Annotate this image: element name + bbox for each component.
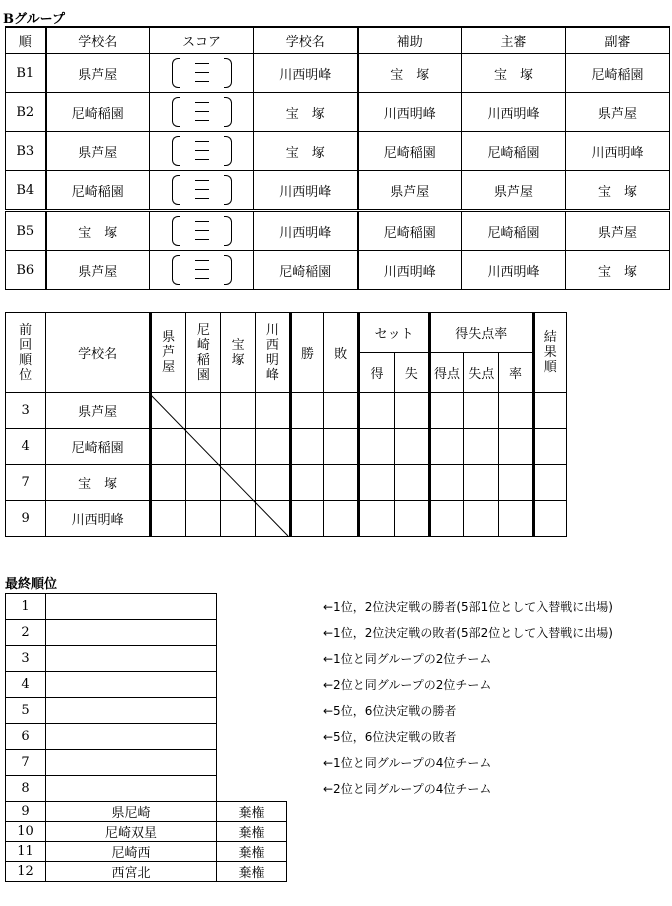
final-rank[interactable] <box>533 393 566 429</box>
rank-note: ←2位と同グループの4位チーム <box>323 782 492 796</box>
header-char: 明 <box>265 352 279 368</box>
losses[interactable] <box>324 465 359 501</box>
header-char: 園 <box>196 367 210 383</box>
points-for[interactable] <box>429 465 463 501</box>
rank-number: 2 <box>6 620 46 646</box>
league-school: 尼崎稲園 <box>46 429 151 465</box>
match-id: B4 <box>6 171 46 211</box>
rank-note: ←5位，6位決定戦の勝者 <box>323 704 457 718</box>
score-dash <box>195 230 209 231</box>
rank-team[interactable] <box>46 672 217 698</box>
rank-number: 10 <box>6 822 46 842</box>
score-brackets <box>172 215 232 247</box>
left-bracket <box>172 58 180 88</box>
rank-note: ←5位，6位決定戦の敗者 <box>323 730 457 744</box>
rank-team[interactable] <box>46 620 217 646</box>
left-bracket <box>172 97 180 127</box>
forfeit-status: 棄権 <box>217 842 287 862</box>
sets-lost[interactable] <box>394 501 429 537</box>
header-vice-referee: 副審 <box>566 27 670 54</box>
wins[interactable] <box>290 429 323 465</box>
final-rank-row <box>6 776 217 802</box>
final-rank-row <box>6 724 217 750</box>
final-ranking-title: 最終順位 <box>5 577 58 592</box>
sets-lost[interactable] <box>394 465 429 501</box>
rank-number: 8 <box>6 776 46 802</box>
final-rank-row <box>6 594 217 620</box>
aux-school: 宝 塚 <box>358 54 462 93</box>
rank-team[interactable] <box>46 776 217 802</box>
school-a: 県芦屋 <box>46 54 150 93</box>
points-for[interactable] <box>429 393 463 429</box>
forfeit-status: 棄権 <box>217 822 287 842</box>
score-dash <box>195 180 209 181</box>
match-id: B2 <box>6 93 46 132</box>
header-school-b: 学校名 <box>254 27 358 54</box>
forfeit-team: 尼崎双星 <box>46 822 217 842</box>
match-id: B5 <box>6 211 46 251</box>
forfeit-team: 県尼崎 <box>46 802 217 822</box>
vice-referee-school: 県芦屋 <box>566 93 670 132</box>
score-brackets <box>172 135 232 167</box>
rank-number: 1 <box>6 594 46 620</box>
points-for-header: 得点 <box>429 353 463 393</box>
rank-number: 11 <box>6 842 46 862</box>
final-rank-row <box>6 750 217 776</box>
score-dash <box>195 120 209 121</box>
forfeit-table <box>5 801 287 882</box>
main-referee-school: 川西明峰 <box>462 93 566 132</box>
score-cell[interactable] <box>150 251 254 290</box>
score-cell[interactable] <box>150 132 254 171</box>
header-char: 崎 <box>196 337 210 353</box>
score-dash <box>195 198 209 199</box>
set-won-header: 得 <box>359 353 394 393</box>
league-school: 県芦屋 <box>46 393 151 429</box>
school-b: 宝 塚 <box>254 132 358 171</box>
group-title: Bグループ <box>3 12 65 27</box>
header-main-referee: 主審 <box>462 27 566 54</box>
header-char: 稲 <box>196 352 210 368</box>
score-brackets <box>172 254 232 286</box>
left-bracket <box>172 216 180 246</box>
score-dash <box>195 159 209 160</box>
league-diagonal <box>149 393 289 537</box>
score-dash <box>195 111 209 112</box>
vice-referee-school: 宝 塚 <box>566 171 670 211</box>
rank-number: 6 <box>6 724 46 750</box>
header-char: 尼 <box>196 322 210 338</box>
right-bracket <box>224 175 232 205</box>
header-score: スコア <box>150 27 254 54</box>
header-char: 順 <box>543 360 557 375</box>
schedule-row <box>6 251 670 290</box>
header-aux: 補助 <box>358 27 462 54</box>
sets-won[interactable] <box>359 501 394 537</box>
score-cell[interactable] <box>150 93 254 132</box>
rate-header: 率 <box>499 353 533 393</box>
score-brackets <box>172 174 232 206</box>
score-dash <box>195 260 209 261</box>
forfeit-row <box>6 822 287 842</box>
schedule-header-row <box>6 27 670 54</box>
sets-won[interactable] <box>359 393 394 429</box>
main-referee-school: 県芦屋 <box>462 171 566 211</box>
header-order: 順 <box>6 27 46 54</box>
school-b: 宝 塚 <box>254 93 358 132</box>
score-dash <box>195 102 209 103</box>
rank-team[interactable] <box>46 698 217 724</box>
rank-number: 12 <box>6 862 46 882</box>
score-dash <box>195 269 209 270</box>
losses[interactable] <box>324 429 359 465</box>
rank-number: 7 <box>6 750 46 776</box>
points-against[interactable] <box>464 429 499 465</box>
rate[interactable] <box>499 501 533 537</box>
score-dash <box>195 72 209 73</box>
rank-team[interactable] <box>46 594 217 620</box>
schedule-row <box>6 132 670 171</box>
rank-number: 5 <box>6 698 46 724</box>
header-char: 果 <box>543 345 557 360</box>
schedule-row <box>6 211 670 251</box>
vice-referee-school: 尼崎稲園 <box>566 54 670 93</box>
right-bracket <box>224 97 232 127</box>
left-bracket <box>172 136 180 166</box>
right-bracket <box>224 255 232 285</box>
losses[interactable] <box>324 501 359 537</box>
rank-note: ←1位と同グループの4位チーム <box>323 756 492 770</box>
score-brackets <box>172 96 232 128</box>
points-against[interactable] <box>464 465 499 501</box>
league-school-header: 学校名 <box>46 313 151 393</box>
main-referee-school: 宝 塚 <box>462 54 566 93</box>
aux-school: 川西明峰 <box>358 251 462 290</box>
score-dash <box>195 189 209 190</box>
header-char: 宝 <box>231 337 245 353</box>
rate[interactable] <box>499 465 533 501</box>
wins[interactable] <box>290 465 323 501</box>
win-header: 勝 <box>290 313 323 393</box>
points-for[interactable] <box>429 429 463 465</box>
header-char: 芦 <box>162 345 176 360</box>
rate[interactable] <box>499 429 533 465</box>
match-id: B3 <box>6 132 46 171</box>
header-char: 西 <box>265 337 279 353</box>
rate[interactable] <box>499 393 533 429</box>
rank-note: ←1位と同グループの2位チーム <box>323 652 492 666</box>
final-rank-row <box>6 672 217 698</box>
school-a: 宝 塚 <box>46 211 150 251</box>
rank-number: 9 <box>6 802 46 822</box>
ratio-header: 得失点率 <box>429 313 533 353</box>
school-a: 県芦屋 <box>46 132 150 171</box>
school-b: 川西明峰 <box>254 171 358 211</box>
rank-note: ←2位と同グループの2位チーム <box>323 678 492 692</box>
opponent-header-0 <box>151 313 186 393</box>
score-cell[interactable] <box>150 171 254 211</box>
set-header: セット <box>359 313 429 353</box>
header-char: 県 <box>162 330 176 345</box>
header-char: 位 <box>19 367 33 383</box>
header-char: 順 <box>19 352 33 368</box>
score-dash <box>195 221 209 222</box>
score-brackets <box>172 57 232 89</box>
schedule-row <box>6 93 670 132</box>
score-dash <box>195 81 209 82</box>
rank-team[interactable] <box>46 724 217 750</box>
score-cell[interactable] <box>150 54 254 93</box>
rank-number: 4 <box>6 672 46 698</box>
prev-rank: 4 <box>6 429 46 465</box>
header-char: 峰 <box>265 367 279 383</box>
score-cell[interactable] <box>150 211 254 251</box>
school-a: 尼崎稲園 <box>46 171 150 211</box>
opponent-header-1 <box>186 313 221 393</box>
right-bracket <box>224 216 232 246</box>
prev-rank: 9 <box>6 501 46 537</box>
header-char: 川 <box>265 322 279 338</box>
score-dash <box>195 239 209 240</box>
forfeit-team: 尼崎西 <box>46 842 217 862</box>
loss-header: 敗 <box>324 313 359 393</box>
prev-rank-header <box>6 313 46 393</box>
match-id: B6 <box>6 251 46 290</box>
score-dash <box>195 278 209 279</box>
points-for[interactable] <box>429 501 463 537</box>
forfeit-row <box>6 862 287 882</box>
vice-referee-school: 県芦屋 <box>566 211 670 251</box>
set-lost-header: 失 <box>394 353 429 393</box>
main-referee-school: 尼崎稲園 <box>462 132 566 171</box>
school-b: 川西明峰 <box>254 54 358 93</box>
header-char: 回 <box>19 337 33 353</box>
sets-won[interactable] <box>359 429 394 465</box>
right-bracket <box>224 136 232 166</box>
final-rank[interactable] <box>533 429 566 465</box>
aux-school: 川西明峰 <box>358 93 462 132</box>
forfeit-row <box>6 802 287 822</box>
rank-team[interactable] <box>46 750 217 776</box>
final-rank[interactable] <box>533 465 566 501</box>
sets-lost[interactable] <box>394 429 429 465</box>
header-school-a: 学校名 <box>46 27 150 54</box>
schedule-row <box>6 54 670 93</box>
header-char: 屋 <box>162 360 176 375</box>
match-schedule-table <box>5 26 670 290</box>
prev-rank: 3 <box>6 393 46 429</box>
schedule-row <box>6 171 670 211</box>
wins[interactable] <box>290 501 323 537</box>
left-bracket <box>172 255 180 285</box>
sets-lost[interactable] <box>394 393 429 429</box>
school-a: 県芦屋 <box>46 251 150 290</box>
match-id: B1 <box>6 54 46 93</box>
school-b: 尼崎稲園 <box>254 251 358 290</box>
opponent-header-2 <box>221 313 255 393</box>
losses[interactable] <box>324 393 359 429</box>
score-dash <box>195 141 209 142</box>
main-referee-school: 川西明峰 <box>462 251 566 290</box>
points-against[interactable] <box>464 393 499 429</box>
aux-school: 尼崎稲園 <box>358 211 462 251</box>
forfeit-status: 棄権 <box>217 862 287 882</box>
rank-note: ←1位，2位決定戦の勝者(5部1位として入替戦に出場) <box>323 600 613 614</box>
aux-school: 尼崎稲園 <box>358 132 462 171</box>
vice-referee-school: 川西明峰 <box>566 132 670 171</box>
right-bracket <box>224 58 232 88</box>
final-rank-row <box>6 646 217 672</box>
left-bracket <box>172 175 180 205</box>
result-rank-header <box>533 313 566 393</box>
main-referee-school: 尼崎稲園 <box>462 211 566 251</box>
header-char: 前 <box>19 322 33 338</box>
vice-referee-school: 宝 塚 <box>566 251 670 290</box>
points-against[interactable] <box>464 501 499 537</box>
points-against-header: 失点 <box>464 353 499 393</box>
final-rank[interactable] <box>533 501 566 537</box>
forfeit-row <box>6 842 287 862</box>
header-char: 塚 <box>231 352 245 368</box>
rank-team[interactable] <box>46 646 217 672</box>
rank-number: 3 <box>6 646 46 672</box>
aux-school: 県芦屋 <box>358 171 462 211</box>
wins[interactable] <box>290 393 323 429</box>
prev-rank: 7 <box>6 465 46 501</box>
school-a: 尼崎稲園 <box>46 93 150 132</box>
league-school: 川西明峰 <box>46 501 151 537</box>
score-dash <box>195 150 209 151</box>
league-school: 宝 塚 <box>46 465 151 501</box>
final-ranking-table <box>5 593 217 802</box>
header-char: 結 <box>543 330 557 345</box>
sets-won[interactable] <box>359 465 394 501</box>
final-rank-row <box>6 698 217 724</box>
rank-note: ←1位，2位決定戦の敗者(5部2位として入替戦に出場) <box>323 626 613 640</box>
final-rank-row <box>6 620 217 646</box>
forfeit-status: 棄権 <box>217 802 287 822</box>
forfeit-team: 西宮北 <box>46 862 217 882</box>
opponent-header-3 <box>255 313 290 393</box>
score-dash <box>195 63 209 64</box>
school-b: 川西明峰 <box>254 211 358 251</box>
